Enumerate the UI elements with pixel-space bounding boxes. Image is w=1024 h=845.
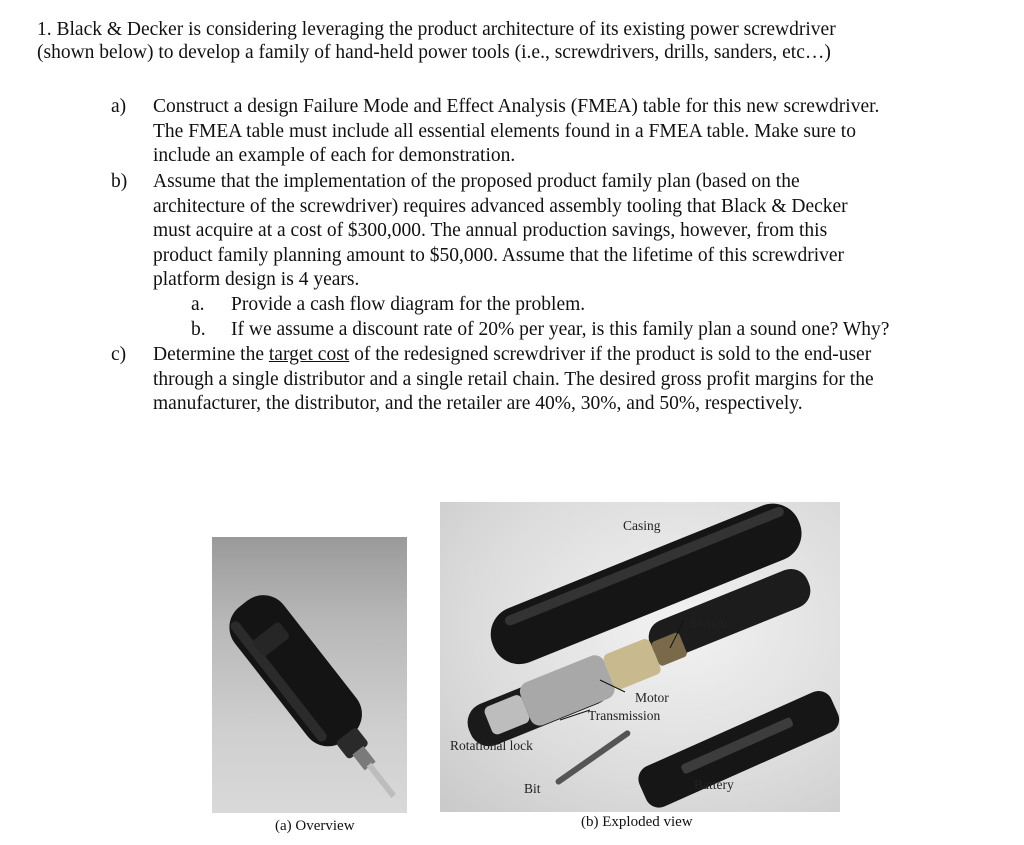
subitem-b-b-text: If we assume a discount rate of 20% per year, is this family plan a sound one? Why? bbox=[231, 319, 890, 340]
item-a-line-3: include an example of each for demonstration. bbox=[153, 145, 516, 166]
item-c-label: c) bbox=[111, 344, 127, 365]
overview-caption: (a) Overview bbox=[275, 818, 355, 834]
subitem-b-a-label: a. bbox=[191, 294, 205, 315]
item-b bbox=[111, 170, 991, 293]
item-b-line-4: product family planning amount to $50,000. Assume that the lifetime of this screwdriver bbox=[153, 244, 845, 266]
callout-motor: Motor bbox=[635, 690, 669, 705]
item-c-line-3: manufacturer, the distributor, and the retailer are 40%, 30%, and 50%, respectively. bbox=[153, 393, 803, 414]
callout-battery: Battery bbox=[694, 777, 734, 792]
callout-switch: Switch bbox=[690, 616, 728, 631]
subitem-b-b bbox=[191, 318, 991, 343]
item-a-label: a) bbox=[111, 96, 127, 117]
item-b-line-3: must acquire at a cost of $300,000. The annual production savings, however, from this bbox=[153, 220, 828, 241]
question-line-1: 1. Black & Decker is considering leveraging the product architecture of its existing power screwdriver bbox=[37, 19, 836, 40]
item-c-line-2: through a single distributor and a single retail chain. The desired gross profit margins for the bbox=[153, 368, 874, 390]
question-number: 1. bbox=[37, 19, 52, 40]
subitem-b-a bbox=[191, 293, 991, 318]
subitem-b-b-label: b. bbox=[191, 319, 206, 340]
item-b-line-5: platform design is 4 years. bbox=[153, 269, 360, 290]
item-b-line-2: architecture of the screwdriver) requires advanced assembly tooling that Black & Decker bbox=[153, 195, 848, 217]
target-cost-term: target cost bbox=[268, 344, 350, 365]
callout-transmission: Transmission bbox=[588, 708, 661, 723]
subitem-b-a-text: Provide a cash flow diagram for the problem. bbox=[231, 294, 586, 315]
callout-bit: Bit bbox=[524, 781, 541, 796]
exploded-view-caption: (b) Exploded view bbox=[581, 814, 693, 830]
question-text bbox=[37, 18, 997, 64]
screwdriver-overview-illustration bbox=[212, 537, 407, 813]
screwdriver-overview-photo bbox=[212, 537, 407, 813]
item-a bbox=[111, 95, 991, 169]
screwdriver-exploded-photo bbox=[440, 502, 840, 812]
callout-rotational-lock: Rotational lock bbox=[450, 738, 533, 753]
item-a-line-2: The FMEA table must include all essential elements found in a FMEA table. Make sure to bbox=[153, 120, 856, 142]
item-b-label: b) bbox=[111, 171, 128, 192]
screwdriver-exploded-illustration bbox=[440, 502, 840, 812]
callout-casing: Casing bbox=[623, 518, 661, 533]
item-c-line-1: Determine the target cost of the redesigned screwdriver if the product is sold to the end-user bbox=[153, 344, 872, 365]
item-a-line-1: Construct a design Failure Mode and Effect Analysis (FMEA) table for this new screwdriver. bbox=[153, 96, 880, 117]
question-line-2: (shown below) to develop a family of hand-held power tools (i.e., screwdrivers, drills, sanders, etc…) bbox=[37, 42, 831, 63]
item-b-line-1: Assume that the implementation of the proposed product family plan (based on the bbox=[153, 171, 800, 192]
item-c bbox=[111, 343, 991, 417]
